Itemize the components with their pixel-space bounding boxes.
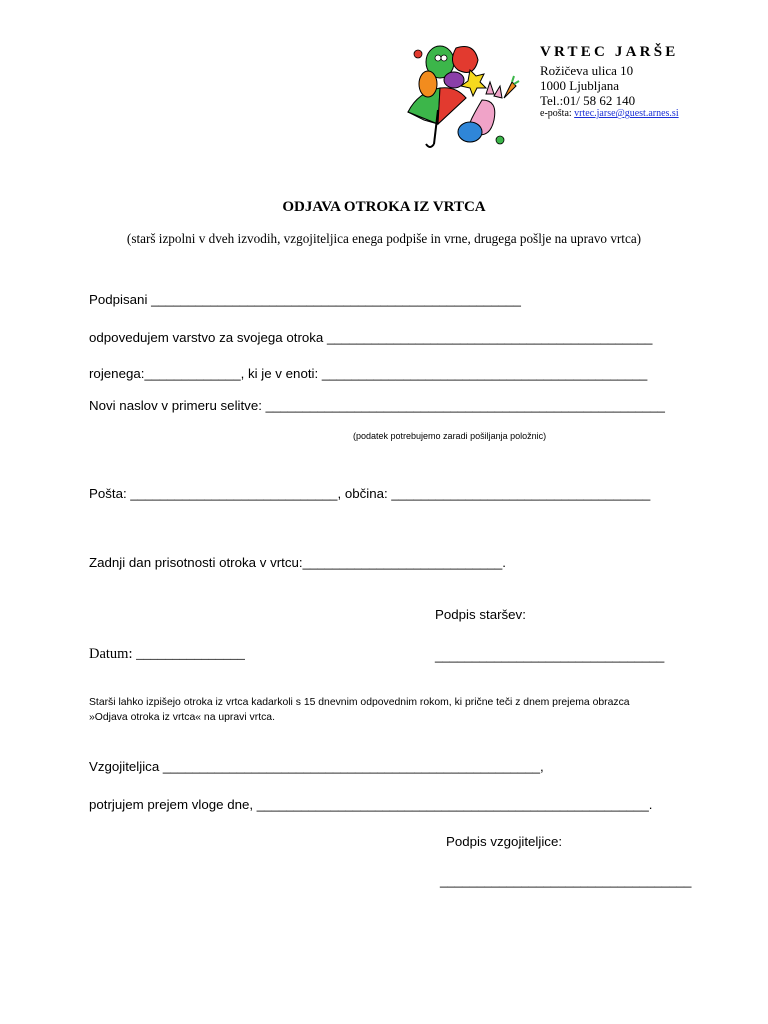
teacher-signature-line[interactable]: __________________________________ [440, 873, 692, 888]
parents-signature-line[interactable]: _______________________________ [435, 648, 665, 663]
teacher-signature-label: Podpis vzgojiteljice: [446, 834, 563, 849]
post-municipality-field[interactable]: Pošta: ____________________________, občina: ___________________________________ [89, 486, 651, 501]
new-address-field[interactable]: Novi naslov v primeru selitve: ______________________________________________________ [89, 398, 665, 413]
organization-email-row [540, 108, 679, 119]
signer-name-field[interactable]: Podpisani __________________________________________________ [89, 292, 521, 307]
organization-city: 1000 Ljubljana [540, 78, 620, 93]
umbrella-icon [408, 88, 466, 147]
date-field[interactable]: Datum: _______________ [89, 646, 245, 662]
email-label: e-pošta: [540, 108, 575, 119]
child-name-field[interactable]: odpovedujem varstvo za svojega otroka ____________________________________________ [89, 330, 653, 345]
organization-name: VRTEC JARŠE [540, 44, 679, 60]
notice-line-2: »Odjava otroka iz vrtca« na upravi vrtca. [89, 712, 275, 723]
kindergarten-logo [404, 40, 520, 152]
last-day-field[interactable]: Zadnji dan prisotnosti otroka v vrtcu:___________________________. [89, 555, 506, 570]
organization-street: Rožičeva ulica 10 [540, 63, 634, 78]
notice-line-1: Starši lahko izpišejo otroka iz vrtca kadarkoli s 15 dnevnim odpovednim rokom, ki prične teči z dnem prejema obrazca [89, 697, 630, 708]
birth-date-unit-field[interactable]: rojenega:_____________, ki je v enoti: ____________________________________________ [89, 366, 648, 381]
document-subtitle: (starš izpolni v dveh izvodih, vzgojiteljica enega podpiše in vrne, drugega pošlje na upravo vrtca) [126, 231, 642, 246]
address-note: (podatek potrebujemo zaradi pošiljanja položnic) [353, 431, 547, 441]
parents-signature-label: Podpis staršev: [435, 607, 526, 622]
organization-phone: Tel.:01/ 58 62 140 [540, 93, 636, 108]
teacher-name-field[interactable]: Vzgojiteljica ___________________________________________________, [89, 759, 544, 774]
document-title: ODJAVA OTROKA IZ VRTCA [282, 199, 486, 215]
receipt-date-field[interactable]: potrjujem prejem vloge dne, _____________________________________________________. [89, 797, 653, 812]
email-link[interactable]: vrtec.jarse@guest.arnes.si [574, 108, 679, 119]
